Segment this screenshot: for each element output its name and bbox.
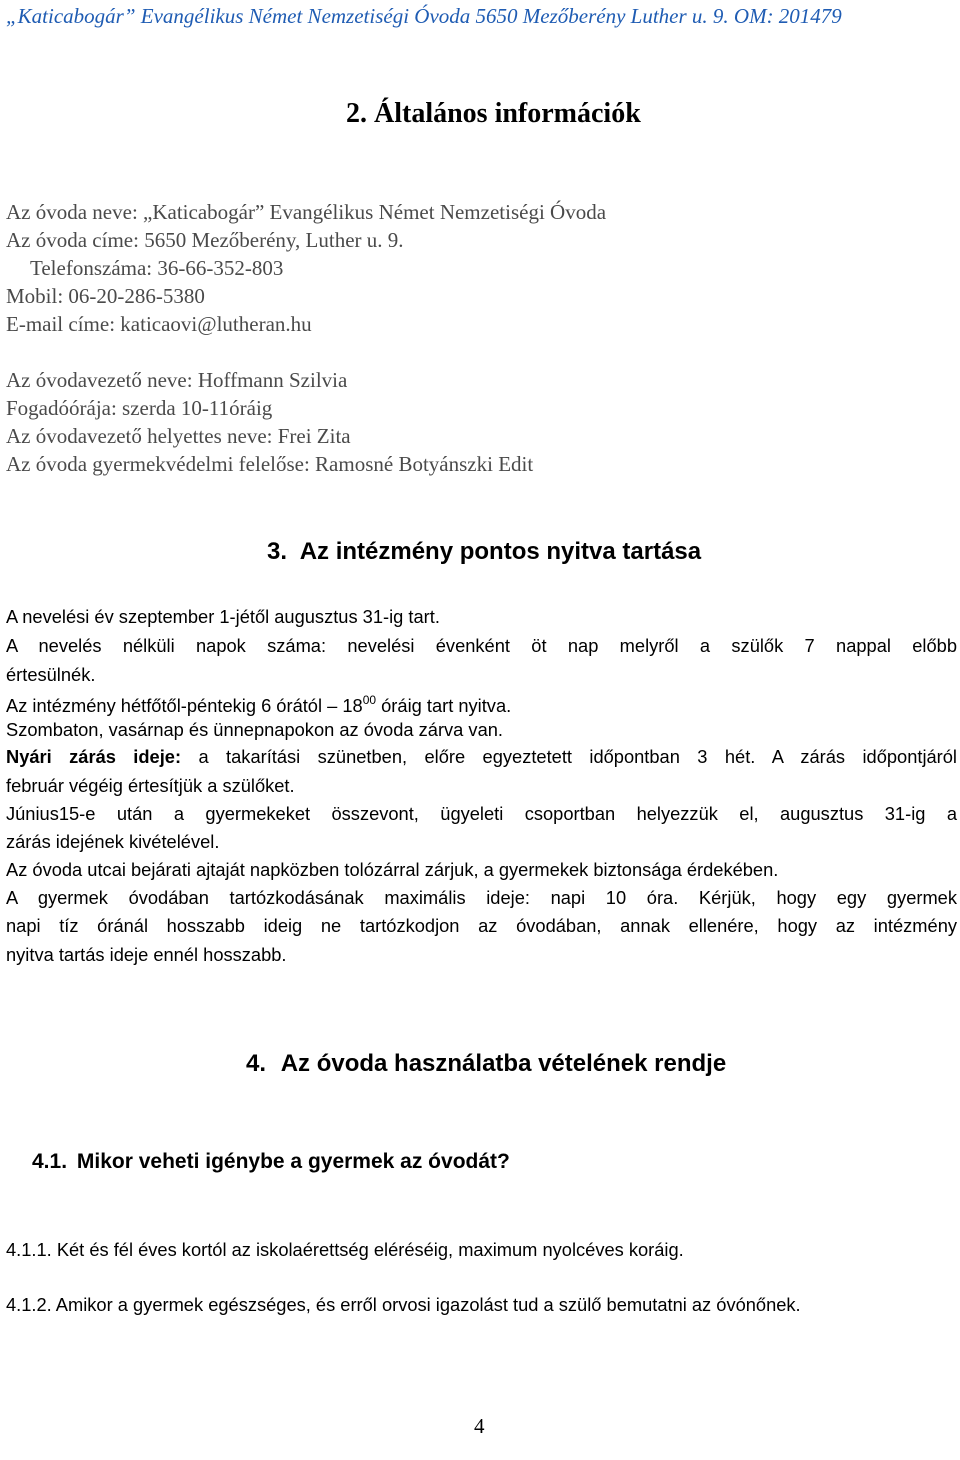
info-line-email: E-mail címe: katicaovi@lutheran.hu bbox=[6, 312, 312, 336]
opening-p4: Szombaton, vasárnap és ünnepnapokon az óvoda zárva van. bbox=[6, 719, 503, 740]
item-4-1-2: 4.1.2. Amikor a gyermek egészséges, és erről orvosi igazolást tud a szülő bemutatni az óvónőnek. bbox=[6, 1294, 801, 1315]
subsection-4-1-number: 4.1. bbox=[32, 1150, 68, 1173]
opening-p6-line1: Június15-e után a gyermekeket összevont, ügyeleti csoportban helyezzük el, augusztus 31-ig a bbox=[6, 803, 957, 824]
opening-p3-text-end: óráig tart nyitva. bbox=[376, 695, 512, 716]
opening-p7: Az óvoda utcai bejárati ajtaját napközben tolózárral zárjuk, a gyermekek biztonsága érdekében. bbox=[6, 859, 779, 880]
section-3-title bbox=[267, 538, 701, 566]
section-4-title-text: Az óvoda használatba vételének rendje bbox=[280, 1050, 727, 1077]
opening-p2-line2: értesülnék. bbox=[6, 664, 96, 685]
opening-p8-line1: A gyermek óvodában tartózkodásának maximális ideje: napi 10 óra. Kérjük, hogy egy gyermek bbox=[6, 887, 957, 908]
opening-p6-line2: zárás idejének kivételével. bbox=[6, 831, 220, 852]
opening-p3-sup: 00 bbox=[362, 693, 377, 707]
opening-p8-line3: nyitva tartás ideje ennél hosszabb. bbox=[6, 944, 287, 965]
opening-p2-line1: A nevelés nélküli napok száma: nevelési évenként öt nap melyről a szülők 7 nappal előbb bbox=[6, 635, 957, 656]
opening-p5-line2: február végéig értesítjük a szülőket. bbox=[6, 775, 295, 796]
section-2-title: 2. Általános információk bbox=[346, 98, 641, 129]
page-number: 4 bbox=[474, 1414, 485, 1438]
info-line-deputy: Az óvodavezető helyettes neve: Frei Zita bbox=[6, 424, 351, 448]
info-line-name: Az óvoda neve: „Katicabogár” Evangélikus Német Nemzetiségi Óvoda bbox=[6, 200, 607, 224]
opening-p8-line2: napi tíz óránál hosszabb ideig ne tartózkodjon az óvodában, annak ellenére, hogy az intézmény bbox=[6, 915, 957, 936]
subsection-4-1-title-text: Mikor veheti igénybe a gyermek az óvodát? bbox=[76, 1150, 510, 1173]
info-line-address: Az óvoda címe: 5650 Mezőberény, Luther u. 9. bbox=[6, 228, 404, 252]
section-4-title bbox=[246, 1050, 726, 1078]
opening-p1: A nevelési év szeptember 1-jétől augusztus 31-ig tart. bbox=[6, 606, 440, 627]
subsection-4-1-title bbox=[32, 1150, 510, 1174]
summer-closing-text: a takarítási szünetben, előre egyeztetett időpontban 3 hét. A zárás időpontjáról bbox=[181, 746, 957, 767]
info-line-child-protection: Az óvoda gyermekvédelmi felelőse: Ramosné Botyánszki Edit bbox=[6, 452, 534, 476]
opening-p3-text: Az intézmény hétfőtől-péntekig 6 órától – 18 bbox=[6, 695, 363, 716]
info-line-mobile: Mobil: 06-20-286-5380 bbox=[6, 284, 205, 308]
info-line-director: Az óvodavezető neve: Hoffmann Szilvia bbox=[6, 368, 348, 392]
item-4-1-1: 4.1.1. Két és fél éves kortól az iskolaérettség eléréséig, maximum nyolcéves koráig. bbox=[6, 1239, 684, 1260]
section-4-number: 4. bbox=[246, 1050, 267, 1077]
info-line-office-hours: Fogadóórája: szerda 10-11óráig bbox=[6, 396, 273, 420]
opening-p3 bbox=[6, 688, 511, 718]
summer-closing-label: Nyári zárás ideje: bbox=[6, 746, 182, 767]
opening-p5-line1 bbox=[6, 743, 957, 770]
section-3-title-text: Az intézmény pontos nyitva tartása bbox=[299, 538, 702, 565]
section-3-number: 3. bbox=[267, 538, 288, 565]
page-header: „Katicabogár” Evangélikus Német Nemzetiségi Óvoda 5650 Mezőberény Luther u. 9. OM: 201479 bbox=[6, 4, 842, 28]
info-line-phone: Telefonszáma: 36-66-352-803 bbox=[30, 256, 284, 280]
